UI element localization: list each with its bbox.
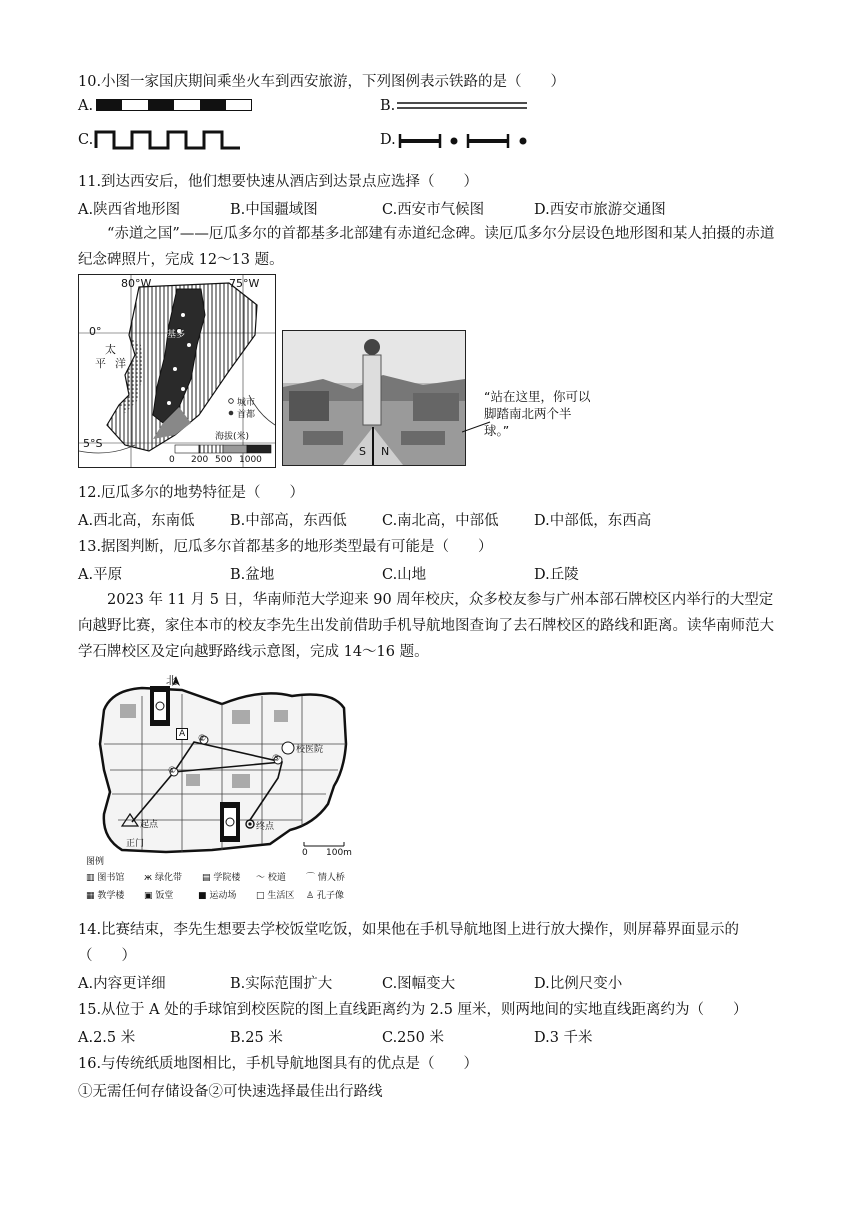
- legend-sample-d: [398, 132, 530, 150]
- q10-option-d[interactable]: D.: [380, 132, 396, 148]
- checkpoint-2: ②: [198, 734, 207, 744]
- legend-sample-a: [96, 99, 252, 111]
- campus-map: [82, 674, 368, 886]
- end-label: 终点: [256, 822, 275, 832]
- elevation-tick-1000: 1000: [239, 455, 262, 465]
- q13-option-b[interactable]: B.盆地: [230, 567, 275, 583]
- equator-monument-photo: [282, 330, 466, 466]
- q14-stem-cont: （ ）: [78, 948, 136, 964]
- q16-statements: ①无需任何存储设备②可快速选择最佳出行路线: [78, 1084, 383, 1100]
- legend-sample-b: [397, 101, 527, 111]
- q15-option-b[interactable]: B.25 米: [230, 1030, 283, 1046]
- legend-confucius-statue: ♙ 孔子像: [306, 891, 344, 901]
- campus-legend-title: 图例: [86, 857, 105, 867]
- intro-12-13: “赤道之国”——厄瓜多尔的首都基多北部建有赤道纪念碑。读厄瓜多尔分层设色地形图和某人拍摄的赤道纪念碑照片，完成 12～13 题。: [78, 226, 775, 268]
- elevation-legend-title: 海拔(米): [215, 432, 250, 442]
- q11-option-b[interactable]: B.中国疆域图: [230, 202, 318, 218]
- legend-city: 城市: [237, 398, 256, 408]
- photo-s-label: S: [359, 445, 366, 458]
- start-label: 起点: [140, 820, 159, 830]
- q12-option-d[interactable]: D.中部低，东西高: [534, 513, 652, 529]
- capital-name: 基多: [167, 330, 186, 340]
- q12-stem: 12.厄瓜多尔的地势特征是（ ）: [78, 485, 305, 501]
- q15-option-a[interactable]: A.2.5 米: [78, 1030, 136, 1046]
- legend-green-belt: ж 绿化带: [144, 873, 182, 883]
- q13-option-c[interactable]: C.山地: [382, 567, 427, 583]
- q13-option-a[interactable]: A.平原: [78, 567, 123, 583]
- elevation-tick-200: 200: [191, 455, 209, 465]
- q11-option-d[interactable]: D.西安市旅游交通图: [534, 202, 666, 218]
- scale-zero: 0: [302, 848, 308, 858]
- ocean-label: 太 平 洋: [95, 343, 126, 370]
- q10-option-c[interactable]: C.: [78, 132, 94, 148]
- hospital-label: 校医院: [296, 745, 324, 755]
- legend-college-building: ▤ 学院楼: [202, 873, 241, 883]
- q11-option-a[interactable]: A.陕西省地形图: [78, 202, 181, 218]
- point-a-label: A: [176, 728, 188, 740]
- north-arrow-label: 北: [166, 674, 177, 687]
- q12-option-b[interactable]: B.中部高，东西低: [230, 513, 347, 529]
- photo-n-label: N: [381, 445, 390, 458]
- q16-stem: 16.与传统纸质地图相比，手机导航地图具有的优点是（ ）: [78, 1056, 479, 1072]
- checkpoint-3: ③: [272, 754, 281, 764]
- elevation-tick-0: 0: [169, 455, 175, 465]
- legend-capital: 首都: [237, 410, 256, 420]
- q11-option-c[interactable]: C.西安市气候图: [382, 202, 485, 218]
- gate-label: 正门: [126, 839, 145, 849]
- legend-campus-road: ～ 校道: [256, 873, 286, 883]
- elevation-tick-500: 500: [215, 455, 233, 465]
- q14-stem: 14.比赛结束，李先生想要去学校饭堂吃饭，如果他在手机导航地图上进行放大操作，则屏幕界面显示的: [78, 922, 740, 938]
- legend-sports-field: ■ 运动场: [198, 891, 237, 901]
- legend-living-area: □ 生活区: [256, 891, 295, 901]
- photo-caption: “站在这里，你可以脚踏南北两个半球。”: [484, 389, 591, 438]
- q10-option-b[interactable]: B.: [380, 98, 396, 114]
- legend-library: ▥ 图书馆: [86, 873, 125, 883]
- q12-option-c[interactable]: C.南北高，中部低: [382, 513, 499, 529]
- lat-5s-label: 5°S: [83, 437, 103, 450]
- legend-lovers-bridge: ⌒ 情人桥: [306, 873, 345, 883]
- q13-stem: 13.据图判断，厄瓜多尔首都基多的地形类型最有可能是（ ）: [78, 539, 493, 555]
- legend-canteen: ▣ 饭堂: [144, 891, 174, 901]
- q12-option-a[interactable]: A.西北高，东南低: [78, 513, 195, 529]
- q14-option-c[interactable]: C.图幅变大: [382, 976, 456, 992]
- q11-stem: 11.到达西安后，他们想要快速从酒店到达景点应选择（ ）: [78, 174, 479, 190]
- q15-stem: 15.从位于 A 处的手球馆到校医院的图上直线距离约为 2.5 厘米，则两地间的实地直线距离约为（ ）: [78, 1002, 748, 1018]
- q10-option-a[interactable]: A.: [78, 98, 94, 114]
- scale-100m: 100m: [326, 848, 352, 858]
- q15-option-c[interactable]: C.250 米: [382, 1030, 444, 1046]
- q14-option-b[interactable]: B.实际范围扩大: [230, 976, 333, 992]
- q10-stem: 10.小图一家国庆期间乘坐火车到西安旅游，下列图例表示铁路的是（ ）: [78, 74, 566, 90]
- checkpoint-1: ①: [168, 766, 177, 776]
- intro-14-16: 2023 年 11 月 5 日，华南师范大学迎来 90 周年校庆，众多校友参与广州本部石牌校区内举行的大型定向越野比赛，家住本市的校友李先生出发前借助手机导航地图查询了去石牌校区的路线和距离。读华南师范大学石牌校区及定向越野路线示意图，完成 14～16 题。: [78, 592, 774, 660]
- ecuador-map: [78, 274, 276, 468]
- q14-option-d[interactable]: D.比例尺变小: [534, 976, 623, 992]
- lon-80w-label: 80°W: [121, 277, 152, 290]
- legend-sample-c: [94, 128, 244, 150]
- caption-pointer: [462, 420, 492, 434]
- q14-option-a[interactable]: A.内容更详细: [78, 976, 166, 992]
- q15-option-d[interactable]: D.3 千米: [534, 1030, 593, 1046]
- campus-legend: [84, 870, 374, 906]
- lon-75w-label: 75°W: [229, 277, 260, 290]
- q13-option-d[interactable]: D.丘陵: [534, 567, 579, 583]
- legend-teaching-building: ▦ 教学楼: [86, 891, 125, 901]
- lat-0-label: 0°: [89, 325, 102, 338]
